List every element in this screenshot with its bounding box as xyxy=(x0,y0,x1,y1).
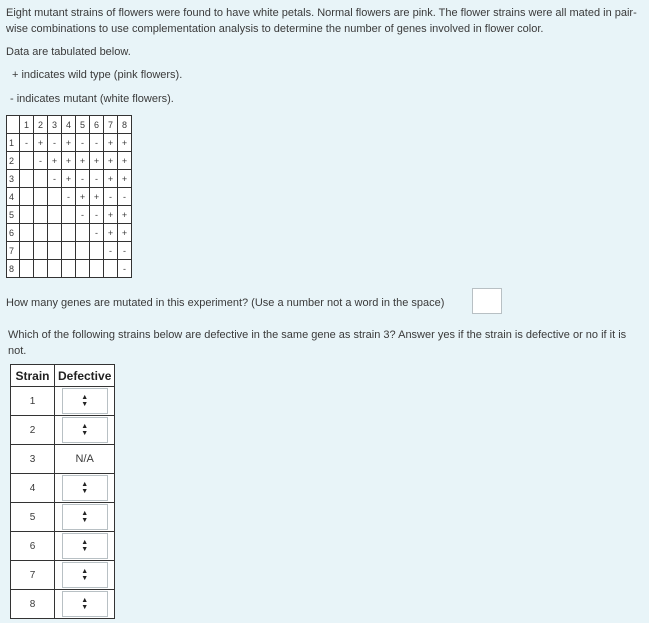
matrix-column-header: 5 xyxy=(76,116,90,134)
defective-value: N/A xyxy=(55,445,115,474)
matrix-cell: - xyxy=(76,170,90,188)
matrix-row-header: 3 xyxy=(7,170,20,188)
matrix-cell: - xyxy=(118,242,132,260)
matrix-row xyxy=(7,188,132,206)
minus-legend: - indicates mutant (white flowers). xyxy=(10,93,174,105)
matrix-cell: + xyxy=(104,224,118,242)
matrix-cell: + xyxy=(48,152,62,170)
defective-select[interactable] xyxy=(62,475,108,501)
matrix-cell xyxy=(48,242,62,260)
matrix-cell xyxy=(34,224,48,242)
matrix-cell xyxy=(48,206,62,224)
strain-number: 2 xyxy=(11,416,55,445)
matrix-cell xyxy=(48,188,62,206)
matrix-column-header: 7 xyxy=(104,116,118,134)
defective-select[interactable] xyxy=(62,417,108,443)
defective-select[interactable] xyxy=(62,562,108,588)
matrix-row xyxy=(7,206,132,224)
matrix-row-header: 5 xyxy=(7,206,20,224)
matrix-cell: + xyxy=(76,152,90,170)
up-down-arrows-icon: ▲ ▼ xyxy=(81,597,89,611)
strain-row xyxy=(11,590,115,619)
matrix-cell xyxy=(34,206,48,224)
defective-cell xyxy=(55,503,115,532)
matrix-cell xyxy=(62,224,76,242)
matrix-cell xyxy=(48,260,62,278)
matrix-cell: - xyxy=(104,188,118,206)
defective-select[interactable] xyxy=(62,388,108,414)
matrix-row-header: 8 xyxy=(7,260,20,278)
matrix-cell: + xyxy=(34,134,48,152)
matrix-cell xyxy=(34,170,48,188)
matrix-cell xyxy=(62,242,76,260)
matrix-cell xyxy=(20,170,34,188)
matrix-cell xyxy=(76,224,90,242)
strain-number: 1 xyxy=(11,387,55,416)
matrix-cell xyxy=(20,242,34,260)
matrix-column-header: 1 xyxy=(20,116,34,134)
matrix-cell xyxy=(20,188,34,206)
matrix-column-header: 6 xyxy=(90,116,104,134)
defective-header: Defective xyxy=(55,365,115,387)
matrix-cell: - xyxy=(76,134,90,152)
strain-row xyxy=(11,474,115,503)
matrix-cell xyxy=(20,152,34,170)
matrix-cell: + xyxy=(62,134,76,152)
matrix-cell: - xyxy=(62,188,76,206)
matrix-row-header: 4 xyxy=(7,188,20,206)
up-down-arrows-icon: ▲ ▼ xyxy=(81,423,89,437)
matrix-cell xyxy=(90,260,104,278)
matrix-row-header: 6 xyxy=(7,224,20,242)
matrix-cell: - xyxy=(20,134,34,152)
strain-number: 6 xyxy=(11,532,55,561)
up-down-arrows-icon: ▲ ▼ xyxy=(81,568,89,582)
matrix-cell: + xyxy=(104,170,118,188)
strain-number: 8 xyxy=(11,590,55,619)
defective-cell xyxy=(55,561,115,590)
question-same-gene: Which of the following strains below are defective in the same gene as strain 3? Answer yes if the strain is defective or no if it is not. xyxy=(8,329,627,357)
matrix-cell: - xyxy=(118,188,132,206)
matrix-column-header: 2 xyxy=(34,116,48,134)
matrix-cell: - xyxy=(76,206,90,224)
matrix-cell: + xyxy=(62,152,76,170)
defective-cell xyxy=(55,532,115,561)
defective-select[interactable] xyxy=(62,591,108,617)
matrix-cell xyxy=(20,224,34,242)
question-gene-count: How many genes are mutated in this experiment? (Use a number not a word in the space) xyxy=(6,297,445,309)
matrix-cell xyxy=(48,224,62,242)
matrix-cell: + xyxy=(90,188,104,206)
strain-row xyxy=(11,387,115,416)
matrix-cell xyxy=(20,260,34,278)
matrix-cell: + xyxy=(76,188,90,206)
defective-cell xyxy=(55,474,115,503)
matrix-cell: + xyxy=(104,134,118,152)
matrix-corner xyxy=(7,116,20,134)
matrix-cell: + xyxy=(118,206,132,224)
gene-count-input[interactable] xyxy=(472,288,502,314)
up-down-arrows-icon: ▲ ▼ xyxy=(81,539,89,553)
matrix-cell: + xyxy=(62,170,76,188)
strain-defective-table xyxy=(10,364,115,619)
strain-row xyxy=(11,561,115,590)
matrix-row xyxy=(7,170,132,188)
matrix-cell: - xyxy=(90,224,104,242)
matrix-cell: - xyxy=(90,206,104,224)
matrix-cell: + xyxy=(104,206,118,224)
matrix-cell: - xyxy=(118,260,132,278)
matrix-cell: + xyxy=(104,152,118,170)
defective-select[interactable] xyxy=(62,533,108,559)
matrix-cell: - xyxy=(34,152,48,170)
matrix-cell: + xyxy=(90,152,104,170)
matrix-cell xyxy=(76,242,90,260)
matrix-row xyxy=(7,242,132,260)
matrix-cell: + xyxy=(118,224,132,242)
matrix-cell: + xyxy=(118,134,132,152)
matrix-cell xyxy=(34,260,48,278)
data-note: Data are tabulated below. xyxy=(6,46,131,58)
matrix-cell: - xyxy=(90,134,104,152)
up-down-arrows-icon: ▲ ▼ xyxy=(81,481,89,495)
matrix-cell: - xyxy=(48,170,62,188)
strain-row xyxy=(11,416,115,445)
matrix-column-header: 3 xyxy=(48,116,62,134)
matrix-cell xyxy=(62,260,76,278)
matrix-cell xyxy=(76,260,90,278)
matrix-row xyxy=(7,224,132,242)
strain-header: Strain xyxy=(11,365,55,387)
defective-cell xyxy=(55,590,115,619)
matrix-cell xyxy=(20,206,34,224)
defective-cell xyxy=(55,416,115,445)
matrix-cell xyxy=(34,242,48,260)
matrix-cell: + xyxy=(118,170,132,188)
matrix-cell: - xyxy=(48,134,62,152)
up-down-arrows-icon: ▲ ▼ xyxy=(81,510,89,524)
strain-row xyxy=(11,445,115,474)
matrix-cell xyxy=(34,188,48,206)
intro-text: Eight mutant strains of flowers were found to have white petals. Normal flowers are pink. The flower strains were all mated in pair-wise combinations to use complementation analysis to determine the number of genes involved in flower color. xyxy=(6,7,637,35)
matrix-cell: - xyxy=(90,170,104,188)
strain-row xyxy=(11,503,115,532)
matrix-cell: + xyxy=(118,152,132,170)
matrix-column-header: 8 xyxy=(118,116,132,134)
matrix-column-header: 4 xyxy=(62,116,76,134)
plus-legend: + indicates wild type (pink flowers). xyxy=(12,69,183,81)
matrix-cell xyxy=(90,242,104,260)
strain-number: 4 xyxy=(11,474,55,503)
strain-number: 7 xyxy=(11,561,55,590)
complementation-matrix xyxy=(6,115,132,278)
matrix-cell xyxy=(62,206,76,224)
matrix-row-header: 2 xyxy=(7,152,20,170)
defective-cell xyxy=(55,387,115,416)
strain-row xyxy=(11,532,115,561)
matrix-row-header: 1 xyxy=(7,134,20,152)
matrix-cell xyxy=(104,260,118,278)
defective-select[interactable] xyxy=(62,504,108,530)
matrix-row-header: 7 xyxy=(7,242,20,260)
matrix-row xyxy=(7,134,132,152)
matrix-cell: - xyxy=(104,242,118,260)
up-down-arrows-icon: ▲ ▼ xyxy=(81,394,89,408)
strain-number: 3 xyxy=(11,445,55,474)
matrix-row xyxy=(7,260,132,278)
matrix-row xyxy=(7,152,132,170)
strain-number: 5 xyxy=(11,503,55,532)
